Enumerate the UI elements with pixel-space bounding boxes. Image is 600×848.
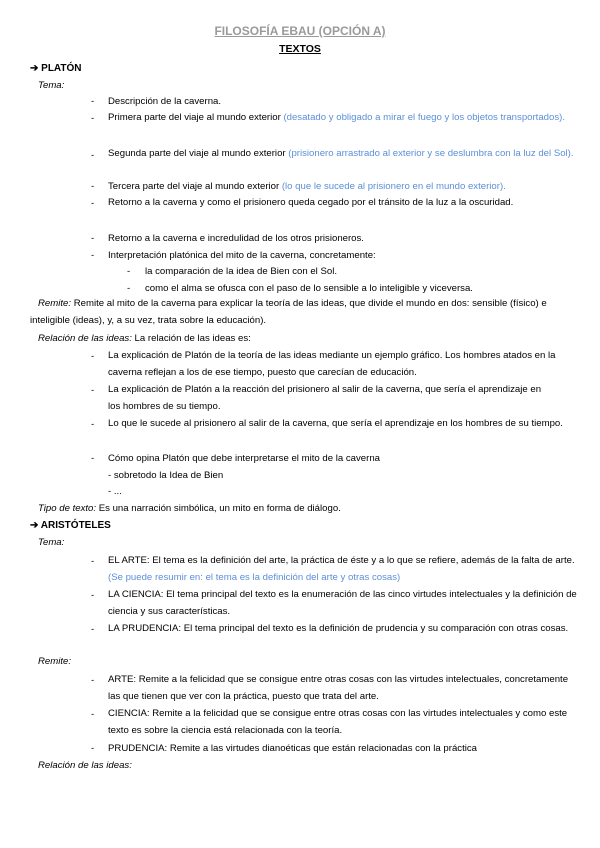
remite-label: Remite: (38, 656, 72, 667)
list-item: Tercera parte del viaje al mundo exterior (lo que le sucede al prisionero en el mundo exterior). (108, 181, 506, 192)
list-dash: - (91, 181, 95, 192)
extra-line: - sobretodo la Idea de Bien (108, 470, 224, 481)
list-dash: - (91, 624, 95, 635)
list-item: Segunda parte del viaje al mundo exterior (prisionero arrastrado al exterior y se deslumbra con la luz del Sol). (108, 148, 574, 159)
list-item: Interpretación platónica del mito de la caverna, concretamente: (108, 250, 376, 261)
list-dash: - (91, 113, 95, 124)
list-item: LA CIENCIA: El tema principal del texto es la enumeración de las cinco virtudes intelectuales y la definición de ciencia y sus características. (108, 589, 577, 617)
list-item: La explicación de Platón a la reacción del prisionero al salir de la caverna, que sería el aprendizaje en los hombres de su tiempo. (108, 384, 542, 412)
platon-tipo-texto: Tipo de texto: Es una narración simbólica, un mito en forma de diálogo. (38, 503, 341, 514)
sub-list-dash: - (127, 283, 131, 294)
list-dash: - (91, 198, 95, 209)
platon-remite: Remite: Remite al mito de la caverna para explicar la teoría de las ideas, que divide el mundo en dos: sensible (físico) e inteligible (ideas), y, a su vez, trata sobre la educación). (30, 298, 547, 326)
list-item: Cómo opina Platón que debe interpretarse el mito de la caverna (108, 453, 380, 464)
list-dash: - (91, 709, 95, 720)
list-dash: - (91, 590, 95, 601)
list-item: EL ARTE: El tema es la definición del arte, la práctica de éste y a lo que se refiere, además de la falta de arte. (Se puede resumir en: el tema es la definición del arte y otras cosas) (108, 555, 575, 583)
section-heading-aristoteles: ➔ ARISTÓTELES (30, 520, 111, 531)
list-dash: - (91, 675, 95, 686)
list-dash: - (91, 96, 95, 107)
sub-list-item: la comparación de la idea de Bien con el Sol. (145, 266, 337, 277)
sub-list-item: como el alma se ofusca con el paso de lo sensible a lo inteligible y viceversa. (145, 283, 473, 294)
list-item: La explicación de Platón de la teoría de las ideas mediante un ejemplo gráfico. Los hombres atados en la caverna reflejan a los de ese tiempo, puesto que carecían de educación. (108, 350, 556, 378)
list-item: LA PRUDENCIA: El tema principal del texto es la definición de prudencia y su comparación con otras cosas. (108, 623, 569, 634)
list-dash: - (91, 453, 95, 464)
list-dash: - (91, 385, 95, 396)
extra-line: - ... (108, 486, 122, 497)
tema-label: Tema: (38, 80, 65, 91)
document-title: FILOSOFÍA EBAU (OPCIÓN A) (214, 24, 386, 38)
list-item: PRUDENCIA: Remite a las virtudes dianoéticas que están relacionadas con la práctica (108, 743, 478, 754)
tema-label: Tema: (38, 537, 65, 548)
list-item: Lo que le sucede al prisionero al salir de la caverna, que sería el aprendizaje en los hombres de su tiempo. (108, 418, 563, 429)
list-dash: - (91, 419, 95, 430)
list-dash: - (91, 250, 95, 261)
list-dash: - (91, 233, 95, 244)
list-dash: - (91, 556, 95, 567)
sub-list-dash: - (127, 266, 131, 277)
list-item: Retorno a la caverna e incredulidad de los otros prisioneros. (108, 233, 364, 244)
list-item: ARTE: Remite a la felicidad que se consigue entre otras cosas con las virtudes intelectuales, concretamente las que tienen que ver con la práctica, puesto que trata del arte. (108, 674, 569, 702)
list-item: Descripción de la caverna. (108, 96, 222, 107)
list-item: CIENCIA: Remite a la felicidad que se consigue entre otras cosas con las virtudes intelectuales y como este texto es sobre la ciencia está relacionada con la teoría. (108, 708, 568, 736)
document-subtitle: TEXTOS (279, 43, 321, 55)
list-dash: - (91, 351, 95, 362)
list-item: Primera parte del viaje al mundo exterior (desatado y obligado a mirar el fuego y los objetos transportados). (108, 112, 566, 123)
list-item: Retorno a la caverna y como el prisionero queda cegado por el tránsito de la luz a la oscuridad. (108, 197, 514, 208)
list-dash: - (91, 743, 95, 754)
platon-relacion: Relación de las ideas: La relación de las ideas es: (38, 333, 251, 344)
relacion-label: Relación de las ideas: (38, 760, 132, 771)
list-dash: - (91, 150, 95, 161)
section-heading-platon: ➔ PLATÓN (30, 63, 82, 74)
